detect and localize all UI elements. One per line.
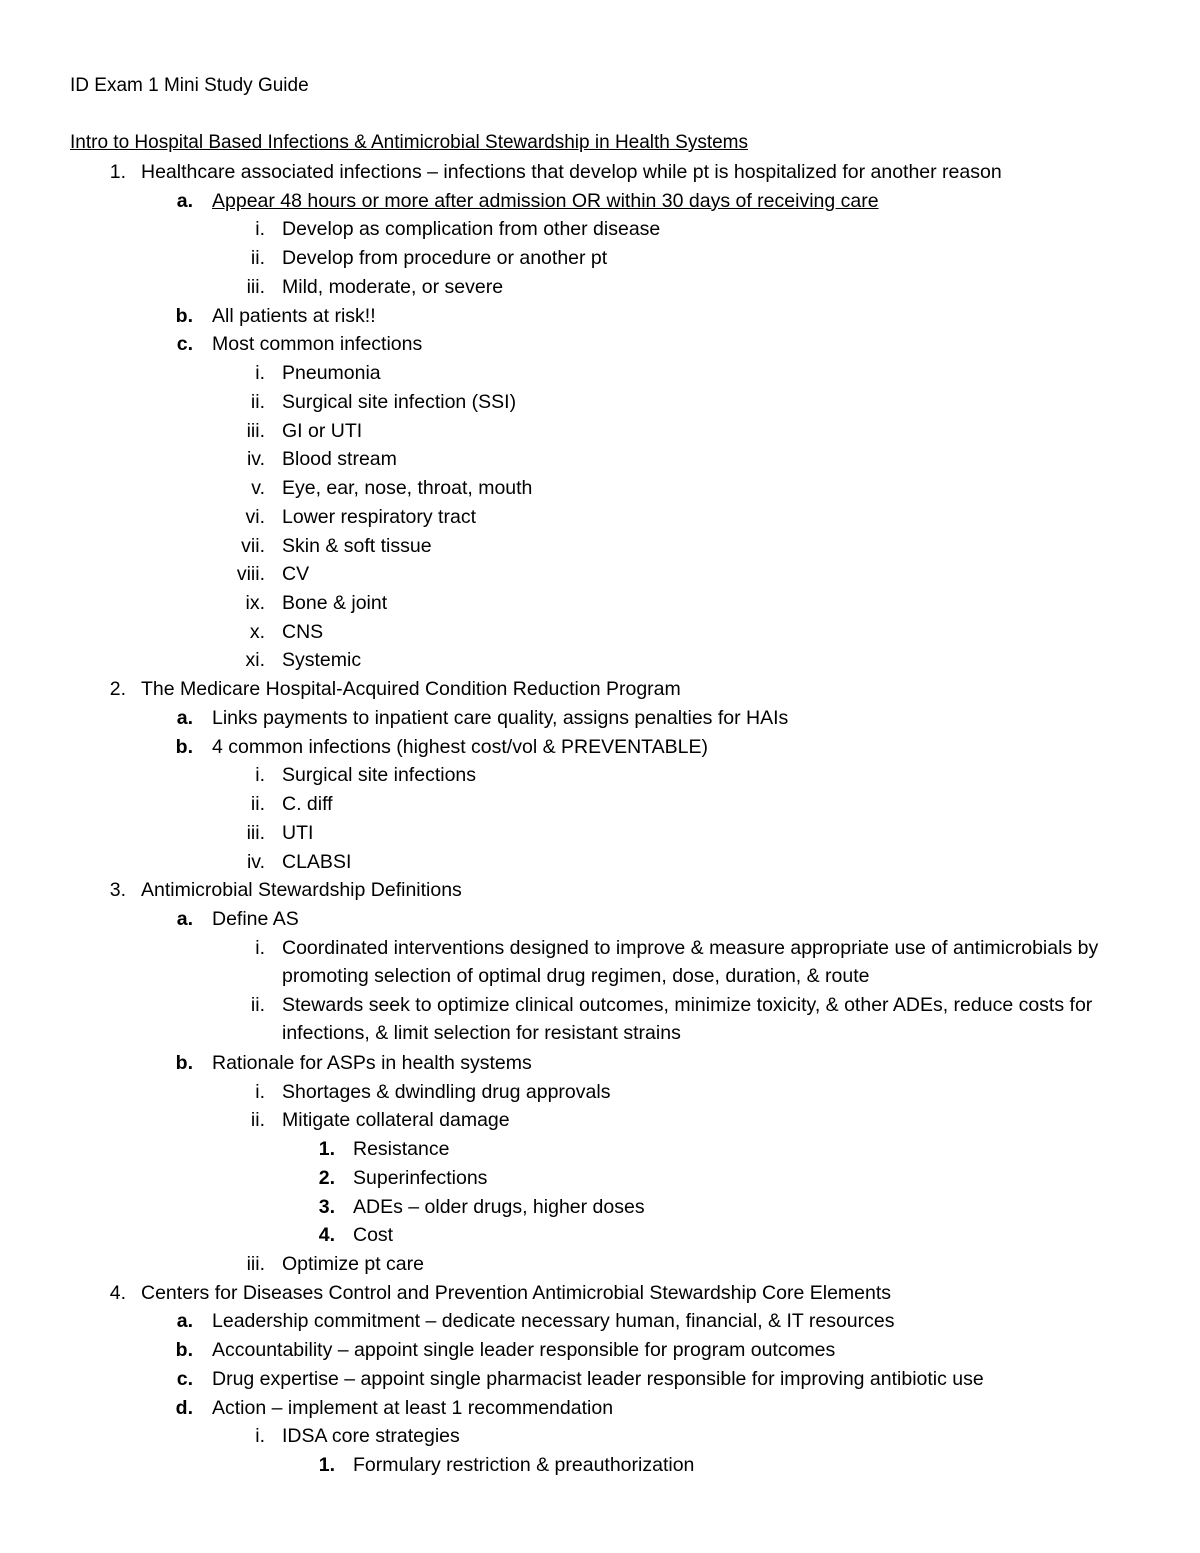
list-item-text: Develop as complication from other disease [282,218,661,241]
list-item [0,589,1200,618]
list-item [0,819,1200,848]
list-item-1b [0,302,1200,331]
list-item-1 [0,158,1200,187]
list-item [0,215,1200,244]
list-marker: v. [251,477,265,500]
list-item-text: Accountability – appoint single leader responsible for program outcomes [212,1339,836,1362]
list-marker: iii. [246,419,265,442]
list-item-text: The Medicare Hospital-Acquired Condition Reduction Program [141,678,681,701]
list-item [0,1106,1200,1135]
list-marker: i. [255,1080,265,1103]
list-item-text: Superinfections [353,1166,488,1189]
list-marker: c. [176,333,193,356]
list-item-text: 4 common infections (highest cost/vol & PREVENTABLE) [212,735,709,758]
list-item [0,445,1200,474]
list-item-text: UTI [282,821,314,844]
list-marker: iii. [246,1252,265,1275]
list-item-text: Most common infections [212,333,423,356]
list-marker: i. [255,764,265,787]
list-item-text: Blood stream [282,448,397,471]
list-item-text: Cost [353,1224,394,1247]
list-item-1a [0,187,1200,216]
list-item-4d [0,1394,1200,1423]
list-item-text: Appear 48 hours or more after admission OR within 30 days of receiving care [212,189,879,212]
list-item [0,244,1200,273]
list-marker: ix. [245,592,265,615]
list-item-text: Surgical site infections [282,764,477,787]
list-item-text: Develop from procedure or another pt [282,247,608,270]
list-item-text: CV [282,563,310,586]
list-item-text: Define AS [212,908,299,931]
list-marker: iv. [246,850,265,873]
list-item-text: Lower respiratory tract [282,505,476,528]
list-item-text: Bone & joint [282,592,388,615]
list-item-text: Shortages & dwindling drug approvals [282,1080,611,1103]
list-marker: a. [176,1310,193,1333]
list-marker: 4. [318,1224,335,1247]
list-marker: ii. [250,1109,265,1132]
list-item [0,560,1200,589]
list-marker: vii. [241,534,265,557]
list-item [0,1451,1200,1480]
list-marker: a. [176,908,193,931]
list-item-text: Eye, ear, nose, throat, mouth [282,477,533,500]
list-item [0,1422,1200,1451]
list-item-text: C. diff [282,793,333,816]
list-item [0,761,1200,790]
list-marker: 3. [318,1195,335,1218]
outline-list [0,158,1200,1480]
list-item-2b [0,733,1200,762]
list-marker: 1. [318,1138,335,1161]
list-marker: 2. [318,1166,335,1189]
list-marker: 2. [109,678,126,701]
list-marker: iv. [246,448,265,471]
list-marker: b. [175,735,193,758]
list-marker: b. [175,1339,193,1362]
list-item-text: Optimize pt care [282,1252,424,1275]
list-item-text: Skin & soft tissue [282,534,432,557]
list-item-text: IDSA core strategies [282,1425,460,1448]
list-item-text: Antimicrobial Stewardship Definitions [141,879,462,902]
list-item-text: All patients at risk!! [212,304,376,327]
list-item [0,532,1200,561]
list-item-3a [0,905,1200,934]
list-marker: 1. [109,161,126,183]
list-marker: ii. [250,793,265,816]
list-item-text: Systemic [282,649,362,672]
list-marker: c. [176,1367,193,1390]
list-marker: 3. [109,879,126,902]
list-marker: b. [175,1051,193,1074]
list-marker: viii. [236,563,265,586]
list-item-4 [0,1279,1200,1308]
list-item-text: Resistance [353,1138,450,1161]
list-item [0,388,1200,417]
list-item-2a [0,704,1200,733]
list-item [0,474,1200,503]
list-item-text: Mild, moderate, or severe [282,275,504,298]
list-item [0,848,1200,877]
list-item-3 [0,876,1200,905]
list-item-text: Surgical site infection (SSI) [282,390,517,413]
list-marker: i. [255,936,265,959]
list-item-text: Leadership commitment – dedicate necessary human, financial, & IT resources [212,1310,895,1333]
list-item [0,1250,1200,1279]
list-item-text: CLABSI [282,850,352,873]
list-item [0,417,1200,446]
list-item [0,1164,1200,1193]
list-item-4b [0,1336,1200,1365]
list-item-4a [0,1307,1200,1336]
list-marker: ii. [250,390,265,413]
list-marker: i. [255,1425,265,1448]
list-item [0,1135,1200,1164]
list-marker: i. [255,218,265,241]
list-item-text: Stewards seek to optimize clinical outcomes, minimize toxicity, & other ADEs, reduce costs for infections, & limit selection for resistant strains [282,994,1093,1045]
list-item-text: Mitigate collateral damage [282,1109,510,1132]
list-item-text: Formulary restriction & preauthorization [353,1454,695,1477]
list-marker: i. [255,362,265,385]
list-item-text: Coordinated interventions designed to improve & measure appropriate use of antimicrobials by promoting selection of optimal drug regimen, dose, duration, & route [282,936,1099,987]
list-marker: a. [176,706,193,729]
list-item-1c [0,330,1200,359]
list-marker: vi. [245,505,265,528]
list-item [0,1078,1200,1107]
list-item [0,646,1200,675]
list-marker: 4. [109,1281,126,1304]
document-title: ID Exam 1 Mini Study Guide [70,75,309,96]
list-item [0,934,1200,992]
list-item-4c [0,1365,1200,1394]
list-item-text: Rationale for ASPs in health systems [212,1051,532,1074]
list-item-text: Links payments to inpatient care quality, assigns penalties for HAIs [212,706,789,729]
list-item [0,273,1200,302]
list-marker: a. [176,189,193,212]
list-marker: x. [249,620,265,643]
list-item-text: Action – implement at least 1 recommendation [212,1396,614,1419]
list-item [0,1221,1200,1250]
list-item [0,790,1200,819]
list-item-text: Pneumonia [282,362,381,385]
list-item-2 [0,675,1200,704]
list-marker: iii. [246,821,265,844]
list-item [0,359,1200,388]
list-marker: ii. [250,994,265,1017]
list-item [0,503,1200,532]
list-marker: 1. [318,1454,335,1477]
list-item [0,618,1200,647]
list-item [0,1193,1200,1222]
list-item [0,991,1200,1049]
list-item-text: GI or UTI [282,419,363,442]
list-item-text: Drug expertise – appoint single pharmacist leader responsible for improving antibiotic use [212,1367,984,1390]
list-item-text: CNS [282,620,324,643]
list-marker: xi. [245,649,265,672]
list-marker: ii. [250,247,265,270]
list-item-text: Centers for Diseases Control and Prevention Antimicrobial Stewardship Core Elements [141,1281,892,1304]
list-marker: b. [175,304,193,327]
list-item-text: ADEs – older drugs, higher doses [353,1195,645,1218]
section-heading: Intro to Hospital Based Infections & Antimicrobial Stewardship in Health Systems [70,132,748,153]
list-item-3b [0,1049,1200,1078]
list-marker: d. [175,1396,193,1419]
list-marker: iii. [246,275,265,298]
list-item-text: Healthcare associated infections – infections that develop while pt is hospitalized for another reason [141,161,1002,183]
